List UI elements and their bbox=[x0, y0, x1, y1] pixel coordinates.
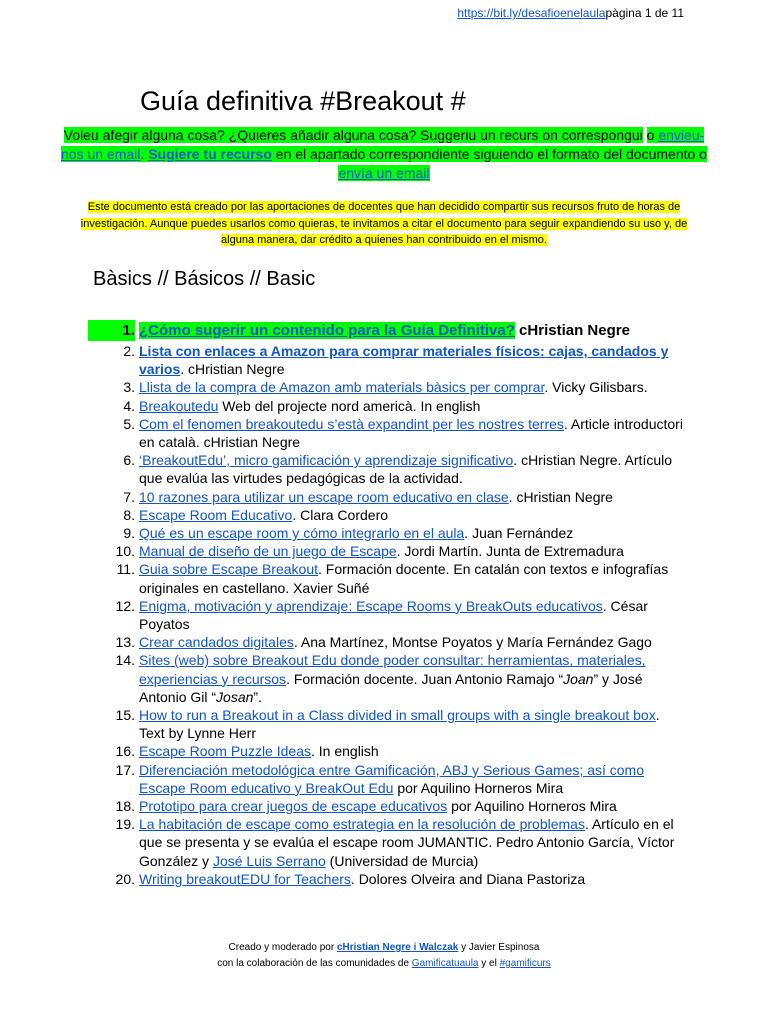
item-text: . Dolores Olveira and Diana Pastoriza bbox=[350, 870, 586, 887]
item-text: (Universidad de Murcia) bbox=[325, 852, 479, 869]
item-link[interactable]: How to run a Breakout in a Class divided in small groups with a single breakout box bbox=[139, 707, 656, 724]
item-number: 2. bbox=[123, 343, 135, 359]
item-link[interactable]: Qué es un escape room y cómo integrarlo en el aula bbox=[139, 525, 465, 542]
intro-sep: . bbox=[140, 146, 149, 162]
community-link[interactable]: Gamificatuaula bbox=[411, 958, 479, 969]
item-number: 17. bbox=[115, 761, 135, 778]
header-link[interactable]: https://bit.ly/desafioenelaula bbox=[457, 6, 606, 20]
item-text: . Formación docente. En catalán con textos e infografías originales en castellano. Xavier Suñé bbox=[139, 561, 669, 596]
list-item bbox=[88, 815, 688, 870]
item-link[interactable]: Com el fenomen breakoutedu s’està expandint per les nostres terres bbox=[139, 415, 564, 432]
list-item bbox=[88, 524, 688, 542]
list-item bbox=[88, 320, 688, 341]
email-link[interactable]: envieu-nos un email bbox=[61, 127, 705, 162]
item-link[interactable]: Escape Room Educativo bbox=[139, 506, 293, 523]
item-number: 9. bbox=[123, 525, 135, 542]
item-link[interactable]: Crear candados digitales bbox=[139, 634, 294, 651]
item-link[interactable]: Diferenciación metodológica entre Gamificación, ABJ y Serious Games; así como Escape Room educativo y BreakOut Edu bbox=[139, 761, 645, 796]
item-number: 11. bbox=[116, 561, 135, 578]
item-link[interactable]: Enigma, motivación y aprendizaje: Escape Rooms y BreakOuts educativos bbox=[139, 597, 603, 614]
list-item bbox=[88, 706, 688, 742]
list-item bbox=[88, 488, 688, 506]
list-item bbox=[88, 597, 688, 633]
item-text: Web del projecte nord americà. In english bbox=[218, 397, 481, 414]
item-number: 16. bbox=[115, 743, 135, 760]
footer-line-2 bbox=[0, 956, 768, 972]
item-link[interactable]: Guia sobre Escape Breakout bbox=[139, 561, 318, 578]
send-email-link[interactable]: envía un email bbox=[338, 165, 430, 181]
item-number: 4. bbox=[123, 397, 135, 414]
item-number: 6. bbox=[123, 452, 135, 469]
item-text-italic: Joan bbox=[563, 670, 594, 687]
list-item bbox=[88, 378, 688, 396]
item-text: . Jordi Martín. Junta de Extremadura bbox=[396, 543, 624, 560]
item-text: . César Poyatos bbox=[139, 597, 648, 633]
list-item bbox=[88, 415, 688, 451]
list-item bbox=[88, 651, 688, 706]
suggest-resource-link[interactable]: Sugiere tu recurso bbox=[148, 146, 272, 162]
item-text: . cHristian Negre bbox=[180, 361, 285, 378]
hashtag-link[interactable]: #gamificurs bbox=[499, 958, 551, 969]
item-link[interactable]: Sites (web) sobre Breakout Edu donde poder consultar: herramientas, materiales, experiencias y recursos bbox=[139, 652, 646, 687]
list-item bbox=[88, 397, 688, 415]
item-text: por Aquilino Horneros Mira bbox=[393, 779, 564, 796]
item-link[interactable]: ‘BreakoutEdu’, micro gamificación y aprendizaje significativo bbox=[139, 452, 514, 469]
footer-text: y Javier Espinosa bbox=[458, 942, 540, 953]
list-item bbox=[88, 633, 688, 651]
section-heading: Bàsics // Básicos // Basic bbox=[93, 268, 316, 290]
list-item bbox=[88, 761, 688, 797]
author-link[interactable]: José Luis Serrano bbox=[212, 852, 326, 869]
page-footer bbox=[0, 940, 768, 972]
list-item bbox=[88, 742, 688, 760]
intro-line: Voleu afegir alguna cosa? ¿Quieres añadir alguna cosa? Suggeriu un recurs on correspongui bbox=[63, 127, 643, 143]
item-number: 20. bbox=[115, 870, 135, 887]
footer-text: y el bbox=[478, 958, 500, 969]
item-text: . In english bbox=[310, 743, 379, 760]
item-link[interactable]: Breakoutedu bbox=[139, 397, 219, 414]
item-link[interactable]: Writing breakoutEDU for Teachers bbox=[139, 870, 351, 887]
item-text: . Clara Cordero bbox=[292, 506, 389, 523]
item-number: 14. bbox=[115, 652, 135, 669]
author-link[interactable]: cHristian Negre i Walczak bbox=[336, 942, 459, 953]
item-text: . Vicky Gilisbars. bbox=[544, 379, 648, 396]
item-link[interactable]: Escape Room Puzzle Ideas bbox=[139, 743, 311, 760]
item-number: 15. bbox=[115, 707, 135, 724]
page-number: pàgina 1 de 11 bbox=[605, 6, 684, 20]
item-number: 1. bbox=[88, 320, 135, 341]
list-item bbox=[88, 797, 688, 815]
item-number: 12. bbox=[115, 597, 135, 614]
item-number: 3. bbox=[123, 379, 135, 396]
item-link[interactable]: Manual de diseño de un juego de Escape bbox=[139, 543, 397, 560]
resource-list bbox=[88, 320, 688, 888]
list-item bbox=[88, 506, 688, 524]
footer-line-1 bbox=[0, 940, 768, 956]
item-link[interactable]: Llista de la compra de Amazon amb materials bàsics per comprar bbox=[139, 379, 545, 396]
item-text: ”. bbox=[253, 688, 262, 705]
list-item bbox=[88, 542, 688, 560]
item-link[interactable]: Prototipo para crear juegos de escape educativos bbox=[139, 798, 448, 815]
item-text: . Ana Martínez, Montse Poyatos y María Fernández Gago bbox=[293, 634, 652, 651]
list-item bbox=[88, 560, 688, 596]
item-text: ” y José Antonio Gil “ bbox=[139, 670, 643, 705]
item-link[interactable]: ¿Cómo sugerir un contenido para la Guía Definitiva? bbox=[139, 322, 515, 339]
item-number: 10. bbox=[115, 543, 135, 560]
footer-text: Creado y moderado por bbox=[228, 942, 337, 953]
item-number: 13. bbox=[115, 634, 135, 651]
item-text-italic: Josan bbox=[216, 688, 254, 705]
list-item bbox=[88, 451, 688, 487]
item-text: . Artículo en el que se presenta y se evalúa el escape room JUMANTIC. Pedro Antonio García, Víctor González y bbox=[139, 816, 675, 869]
page-header bbox=[457, 6, 684, 20]
item-text: cHristian Negre bbox=[514, 322, 630, 339]
item-number: 5. bbox=[123, 415, 135, 432]
notice-block bbox=[80, 199, 688, 249]
item-text: . Juan Fernández bbox=[464, 525, 574, 542]
item-number: 19. bbox=[115, 816, 135, 833]
page-title: Guía definitiva #Breakout # bbox=[140, 86, 466, 116]
item-text: . cHristian Negre. Artículo que evalúa las virtudes pedagógicas de la actividad. bbox=[139, 452, 673, 487]
intro-mid: en el apartado correspondiente siguiendo el formato del documento o bbox=[271, 146, 707, 162]
list-item bbox=[88, 870, 688, 888]
item-number: 8. bbox=[123, 506, 135, 523]
intro-block bbox=[60, 126, 708, 183]
intro-o: o bbox=[646, 127, 659, 143]
footer-text: con la colaboración de las comunidades de bbox=[217, 958, 412, 969]
item-text: . Text by Lynne Herr bbox=[139, 707, 660, 742]
list-item bbox=[88, 342, 688, 378]
item-number: 18. bbox=[115, 798, 135, 815]
item-link[interactable]: Lista con enlaces a Amazon para comprar materiales físicos: cajas, candados y varios bbox=[139, 343, 669, 378]
item-link[interactable]: 10 razones para utilizar un escape room educativo en clase bbox=[139, 488, 509, 505]
item-text: . Formación docente. Juan Antonio Ramajo “ bbox=[286, 670, 564, 687]
item-text: por Aquilino Horneros Mira bbox=[447, 798, 617, 815]
item-text: . Article introductori en català. cHristian Negre bbox=[139, 415, 683, 451]
item-number: 7. bbox=[123, 488, 135, 505]
notice-text: Este documento está creado por las aportaciones de docentes que han decidido compartir sus recursos fruto de horas de investigación. Aunque puedes usarlos como quieras, te invitamos a citar el documento para seguir expandiendo su uso y, de alguna manera, dar crédito a quienes han contribuido en el mismo. bbox=[80, 201, 688, 246]
item-text: . cHristian Negre bbox=[508, 488, 613, 505]
item-link[interactable]: La habitación de escape como estrategia en la resolución de problemas bbox=[139, 816, 585, 833]
